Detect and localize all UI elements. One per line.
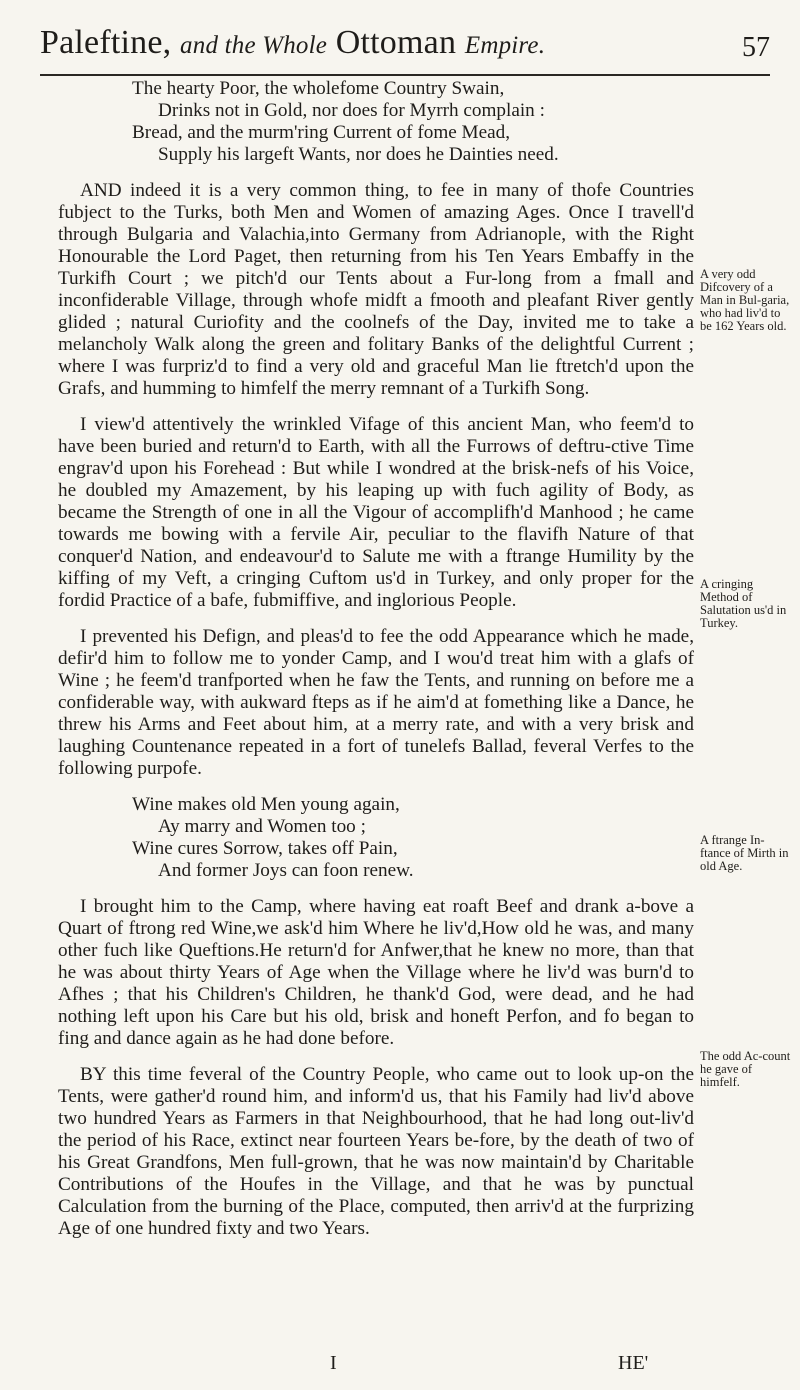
- margin-note: The odd Ac-count he gave of himfelf.: [700, 1049, 791, 1089]
- verse-line: Wine makes old Men young again,: [132, 794, 400, 815]
- paragraph: I brought him to the Camp, where having eat roaft Beef and drank a-bove a Quart of ftrong red Wine,we ask'd him Where he liv'd,How old he was, and many other fuch like Queftions.He return'd for Anfwer,that he knew no more, than that he was about thirty Years of Age when the Village where he liv'd was burn'd to Afhes ; that his Children's Children, he thank'd God, were dead, and he had nothing left upon his Care but his old, brisk and honeft Perfon, and fo began to fing and dance again as he had done before.: [58, 896, 694, 1049]
- verse-line: Drinks not in Gold, nor does for Myrrh complain :: [158, 100, 545, 121]
- running-title: [40, 24, 545, 62]
- verse-line: And former Joys can foon renew.: [158, 860, 414, 881]
- verse-block-2: [132, 794, 694, 882]
- verse-block-1: [132, 78, 694, 166]
- verse-line: Bread, and the murm'ring Current of fome Mead,: [132, 122, 511, 143]
- title-end: Empire.: [464, 32, 546, 59]
- paragraph: I view'd attentively the wrinkled Vifage of this ancient Man, who feem'd to have been buried and return'd to Earth, with all the Furrows of deftru-ctive Time engrav'd upon his Forehead : But while I wondred at the brisk-nefs of his Voice, he doubled my Amazement, by his leaping up with fuch agility of Body, as became the Strength of one in all the Vigour of accomplifh'd Manhood ; he came towards me bowing with a fervile Air, peculiar to the flavifh Nature of that conquer'd Nation, and endeavour'd to Salute me with a ftrange Humility by the kiffing of my Veft, a cringing Cuftom us'd in Turkey, and only proper for the fordid Practice of a bafe, fubmiffive, and inglorious People.: [58, 414, 694, 611]
- title-tail: Ottoman: [335, 24, 457, 61]
- title-main: Paleftine,: [40, 24, 172, 61]
- verse-line: Ay marry and Women too ;: [158, 816, 366, 837]
- signature-mark: I: [330, 1352, 337, 1374]
- body-text: [58, 78, 694, 1240]
- catchword: HE': [618, 1352, 649, 1374]
- page-header: [40, 4, 770, 76]
- paragraph: AND indeed it is a very common thing, to fee in many of thofe Countries fubject to the Turks, both Men and Women of amazing Ages. Once I travell'd through Bulgaria and Valachia,into Germany from Adrianople, with the Right Honourable the Lord Paget, then returning from his Ten Years Embaffy in the Turkifh Court ; we pitch'd our Tents about a Fur-long from a fmall and inconfiderable Village, through whofe midft a fmooth and pleafant River gently glided ; natural Curiofity and the coolnefs of the Day, invited me to take a melancholy Walk along the green and folitary Banks of the delightful Current ; where I was furpriz'd to find a very old and graceful Man lie ftretch'd upon the Grafs, and humming to himfelf the merry remnant of a Turkifh Song.: [58, 180, 694, 399]
- page-number: 57: [742, 32, 770, 63]
- margin-note: A very odd Difcovery of a Man in Bul-garia, who had liv'd to be 162 Years old.: [700, 267, 790, 333]
- verse-line: Supply his largeft Wants, nor does he Dainties need.: [158, 144, 559, 165]
- title-italic: and the Whole: [180, 32, 328, 59]
- paragraph: I prevented his Defign, and pleas'd to fee the odd Appearance which he made, defir'd him to follow me to yonder Camp, and I wou'd treat him with a glafs of Wine ; he feem'd tranfported when he faw the Tents, and running on before me a confiderable way, with aukward fteps as if he aim'd at fomething like a Dance, he threw his Arms and Feet about him, at a merry rate, and with a very brisk and laughing Countenance repeated in a fort of tunelefs Ballad, feveral Verfes to the following purpofe.: [58, 626, 694, 779]
- verse-line: Wine cures Sorrow, takes off Pain,: [132, 838, 398, 859]
- margin-note: A cringing Method of Salutation us'd in Turkey.: [700, 577, 787, 630]
- paragraph: BY this time feveral of the Country People, who came out to look up-on the Tents, were gather'd round him, and inform'd us, that his Family had liv'd above two hundred Years as Farmers in that Neighbourhood, that he had long out-liv'd the period of his Race, extinct near fourteen Years be-fore, by the death of two of his Great Grandfons, Men full-grown, that he was now maintain'd by Charitable Contributions of the Houfes in the Village, and that he was by punctual Calculation from the burning of the Place, computed, then arriv'd at the furprizing Age of one hundred fixty and two Years.: [58, 1064, 694, 1239]
- margin-note: A ftrange In-ftance of Mirth in old Age.: [700, 833, 789, 873]
- verse-line: The hearty Poor, the wholefome Country Swain,: [132, 78, 505, 99]
